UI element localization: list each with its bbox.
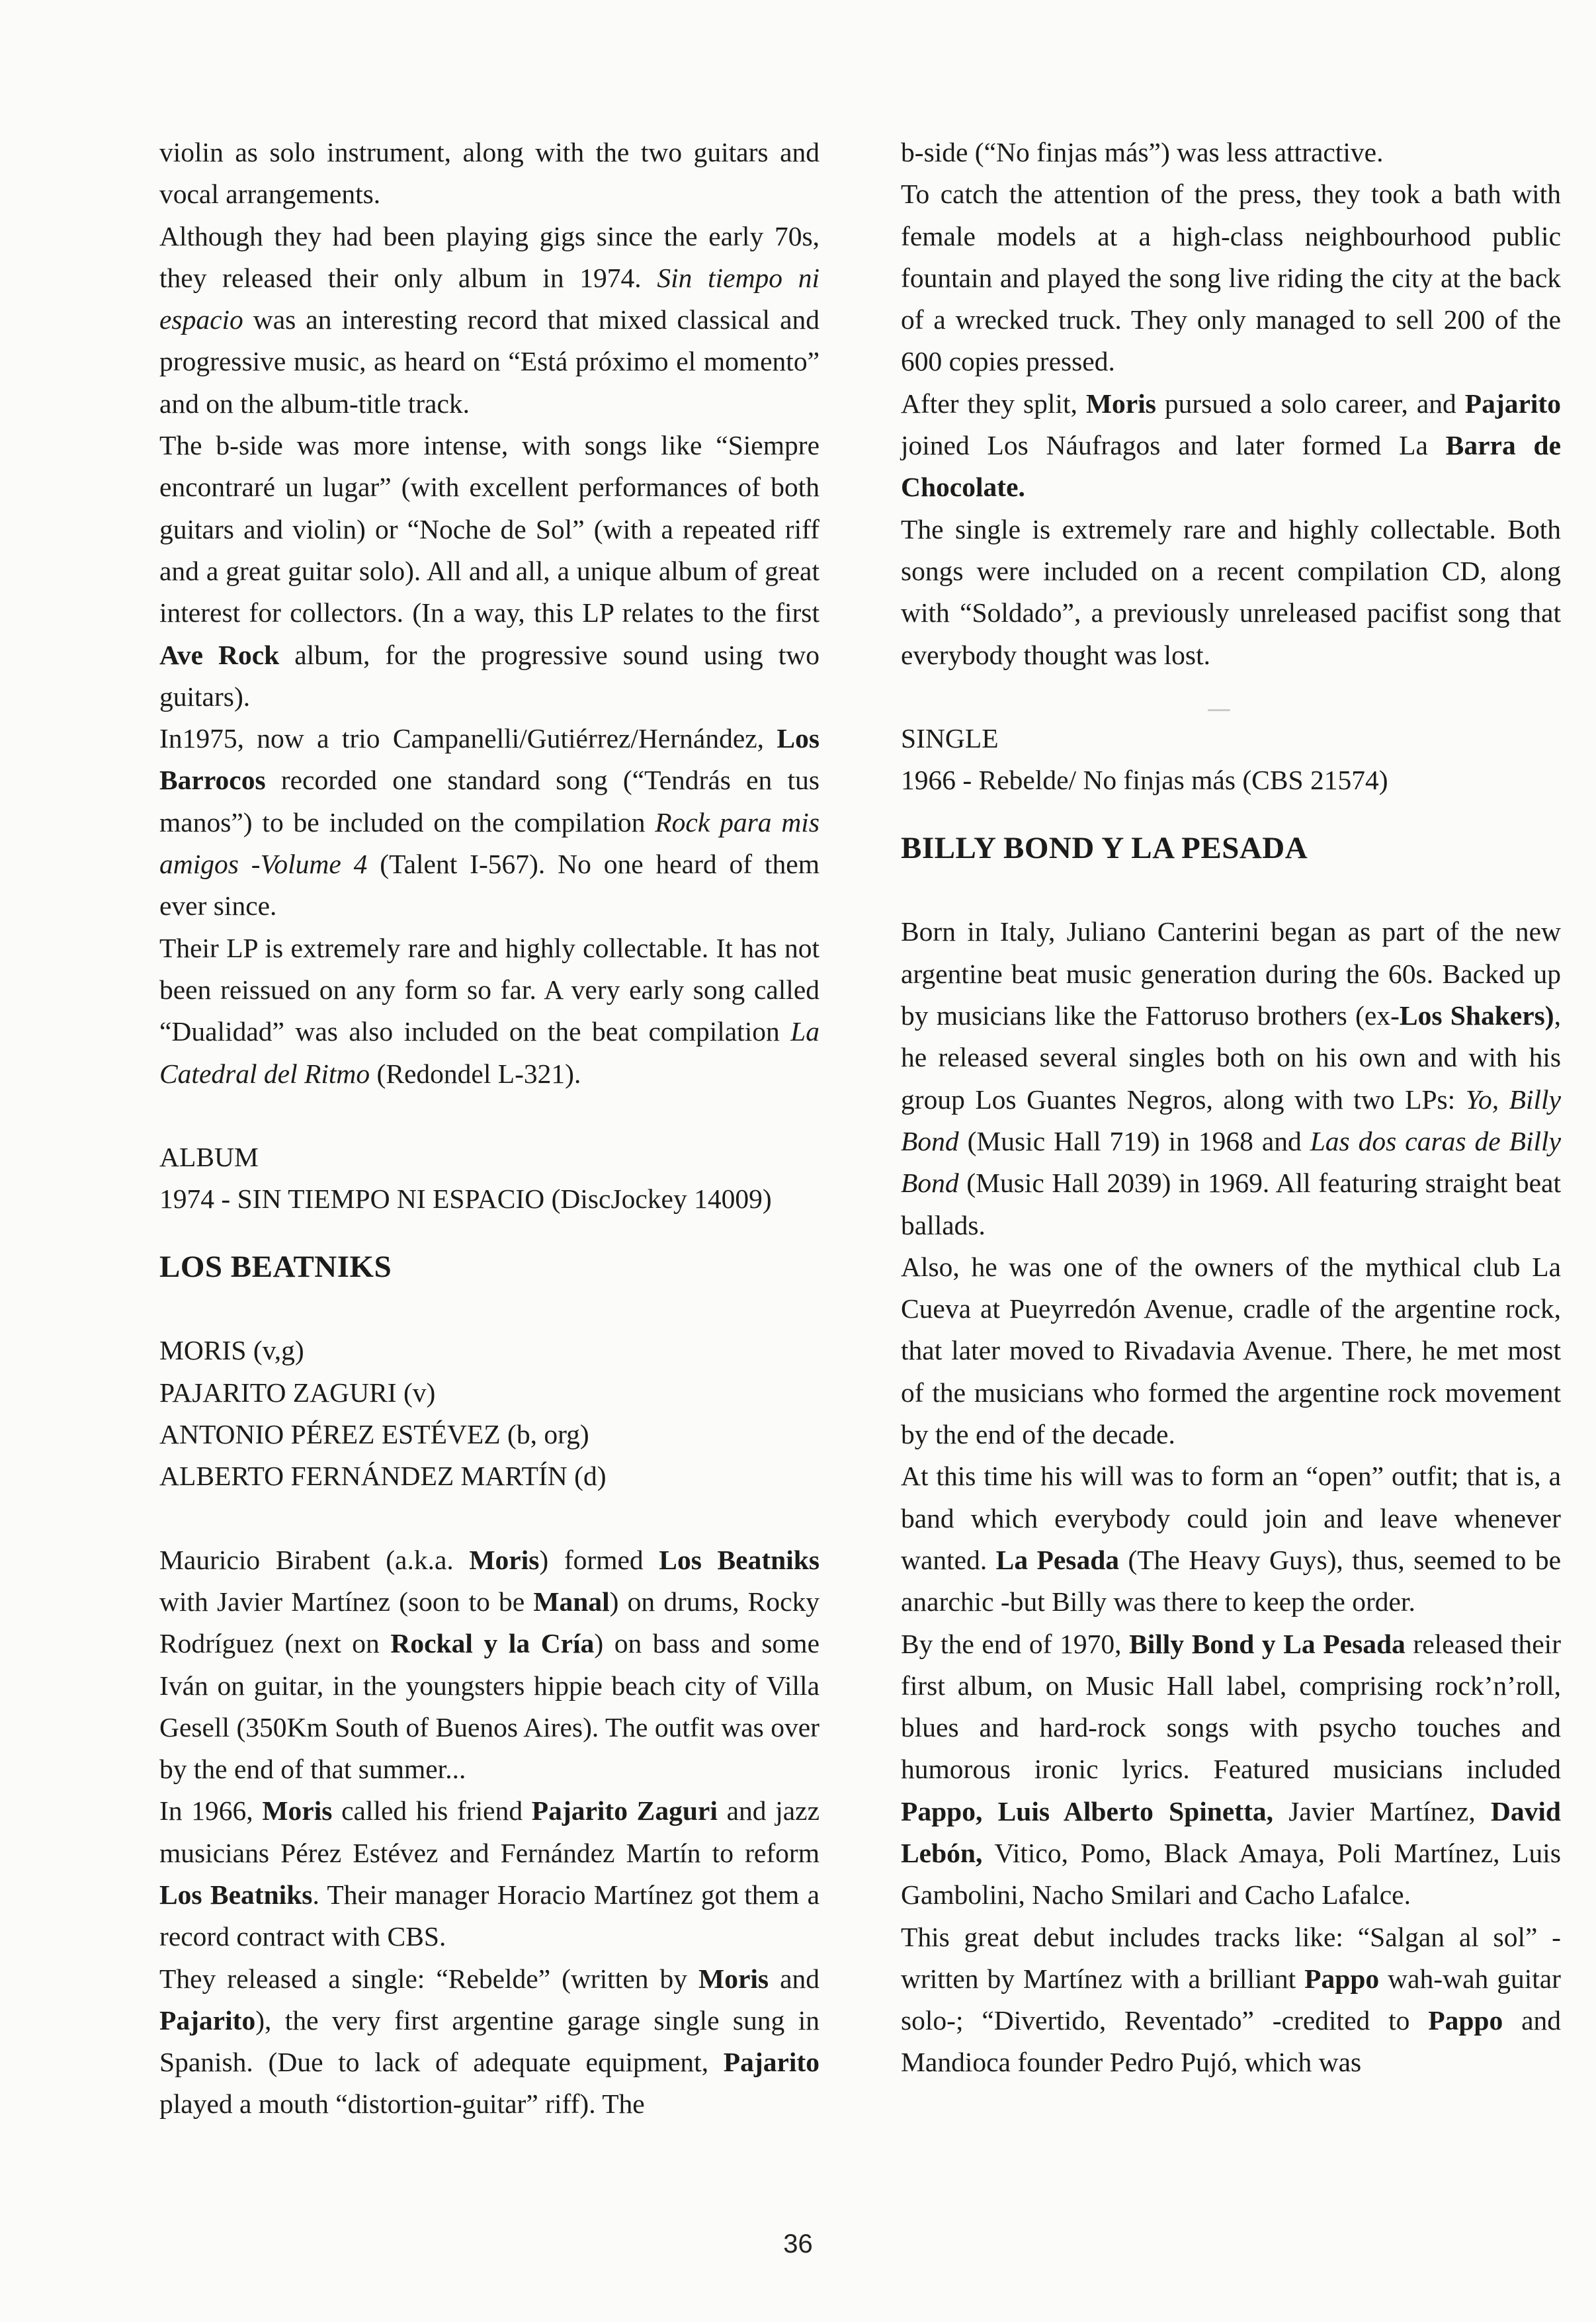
section-heading-billy-bond: BILLY BOND Y LA PESADA [901,831,1308,866]
paragraph: In 1966, Moris called his friend Pajarito Zaguri and jazz musicians Pérez Estévez and Fernández Martín to reform Los Beatniks. Their manager Horacio Martínez got them a record contract with CBS. [159,1795,820,1952]
paragraph: b-side (“No finjas más”) was less attractive. [901,137,1384,167]
paragraph: This great debut includes tracks like: “Salgan al sol” -written by Martínez with a brilliant Pappo wah-wah guitar solo-; “Divertido, Reventado” -credited to Pappo and Mandioca founder Pedro Pujó, which was [901,1921,1561,2078]
paragraph: At this time his will was to form an “open” outfit; that is, a band which everybody could join and leave whenever wanted. La Pesada (The Heavy Guys), thus, seemed to be anarchic -but Billy was there to keep the order. [901,1461,1561,1617]
paragraph: By the end of 1970, Billy Bond y La Pesada released their first album, on Music Hall label, comprising rock’n’roll, blues and hard-rock songs with psycho touches and humorous ironic lyrics. Featured musicians included Pappo, Luis Alberto Spinetta, Javier Martínez, David Lebón, Vitico, Pomo, Black Amaya, Poli Martínez, Luis Gambolini, Nacho Smilari and Cacho Lafalce. [901,1628,1562,1911]
member-line: ANTONIO PÉREZ ESTÉVEZ (b, org) [159,1419,589,1450]
right-column [901,132,1561,2084]
album-label: ALBUM [159,1141,259,1172]
member-line: ALBERTO FERNÁNDEZ MARTÍN (d) [159,1461,607,1492]
page-number: 36 [783,2229,813,2258]
single-line: 1966 - Rebelde/ No finjas más (CBS 21574) [901,765,1388,796]
paragraph: To catch the attention of the press, they took a bath with female models at a high-class neighbourhood public fountain and played the song live riding the city at the back of a wrecked truck. They only managed to sell 200 of the 600 copies pressed. [901,179,1561,377]
paragraph: violin as solo instrument, along with the two guitars and vocal arrangements. [159,137,819,210]
member-line: MORIS (v,g) [159,1335,304,1366]
print-smudge [1208,709,1230,711]
paragraph: After they split, Moris pursued a solo career, and Pajarito joined Los Náufragos and later formed La Barra de Chocolate. [901,388,1561,503]
paragraph: The single is extremely rare and highly collectable. Both songs were included on a recent compilation CD, along with “Soldado”, a previously unreleased pacifist song that everybody thought was lost. [901,513,1561,670]
member-line: PAJARITO ZAGURI (v) [159,1377,436,1408]
paragraph: Also, he was one of the owners of the mythical club La Cueva at Pueyrredón Avenue, cradle of the argentine rock, that later moved to Rivadavia Avenue. There, he met most of the musicians who formed the argentine rock movement by the end of the decade. [901,1251,1561,1450]
single-label: SINGLE [901,722,999,753]
album-line: 1974 - SIN TIEMPO NI ESPACIO (DiscJockey 14009) [159,1183,772,1215]
section-heading-los-beatniks: LOS BEATNIKS [159,1250,392,1285]
paragraph: In1975, now a trio Campanelli/Gutiérrez/Hernández, Los Barrocos recorded one standard song (“Tendrás en tus manos”) to be included on the compilation Rock para mis amigos -Volume 4 (Talent I-567). No one heard of them ever since. [159,723,819,922]
paragraph: Their LP is extremely rare and highly collectable. It has not been reissued on any form so far. A very early song called “Dualidad” was also included on the beat compilation La Catedral del Ritmo (Redondel L-321). [159,932,819,1089]
left-column [159,132,819,2126]
paragraph: The b-side was more intense, with songs like “Siempre encontraré un lugar” (with excellent performances of both guitars and violin) or “Noche de Sol” (with a repeated riff and a great guitar solo). All and all, a unique album of great interest for collectors. (In a way, this LP relates to the first Ave Rock album, for the progressive sound using two guitars). [159,430,819,712]
paragraph: Although they had been playing gigs since the early 70s, they released their only album in 1974. Sin tiempo ni espacio was an interesting record that mixed classical and progressive music, as heard on “Está próximo el momento” and on the album-title track. [159,220,819,419]
paragraph: They released a single: “Rebelde” (written by Moris and Pajarito), the very first argentine garage single sung in Spanish. (Due to lack of adequate equipment, Pajarito played a mouth “distortion-guitar” riff). The [159,1963,819,2120]
paragraph: Mauricio Birabent (a.k.a. Moris) formed Los Beatniks with Javier Martínez (soon to be Manal) on drums, Rocky Rodríguez (next on Rockal y la Cría) on bass and some Iván on guitar, in the youngsters hippie beach city of Villa Gesell (350Km South of Buenos Aires). The outfit was over by the end of that summer... [159,1544,820,1785]
paragraph: Born in Italy, Juliano Canterini began as part of the new argentine beat music generation during the 60s. Backed up by musicians like the Fattoruso brothers (ex-Los Shakers), he released several singles both on his own and with his group Los Guantes Negros, along with two LPs: Yo, Billy Bond (Music Hall 719) in 1968 and Las dos caras de Billy Bond (Music Hall 2039) in 1969. All featuring straight beat ballads. [901,916,1561,1240]
